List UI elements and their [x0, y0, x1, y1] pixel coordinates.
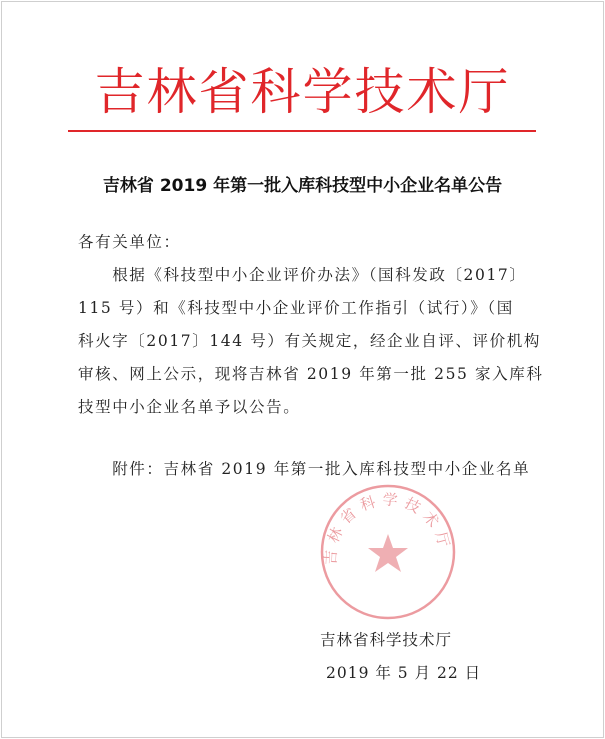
- red-divider: [68, 130, 536, 132]
- body-line: 115 号）和《科技型中小企业评价工作指引（试行）》（国: [78, 299, 514, 317]
- signature-organization: 吉林省科学技术厅: [320, 631, 453, 649]
- body-line: 根据《科技型中小企业评价办法》（国科发政〔2017〕: [78, 266, 527, 284]
- body-line: 审核、网上公示，现将吉林省 2019 年第一批 255 家入库科: [78, 365, 544, 383]
- attachment-line: 附件：吉林省 2019 年第一批入库科技型中小企业名单: [78, 460, 531, 478]
- body-line: 技型中小企业名单予以公告。: [78, 398, 301, 416]
- body-line: 科火字〔2017〕144 号）有关规定，经企业自评、评价机构: [78, 332, 541, 350]
- masthead-title: 吉林省科学技术厅: [94, 63, 511, 121]
- official-seal-icon: [318, 482, 458, 622]
- document-title: 吉林省 2019 年第一批入库科技型中小企业名单公告: [102, 176, 503, 196]
- svg-text:吉林省科学技术厅: 吉林省科学技术厅: [321, 490, 455, 566]
- signature-date: 2019 年 5 月 22 日: [326, 664, 482, 682]
- salutation: 各有关单位：: [78, 233, 181, 251]
